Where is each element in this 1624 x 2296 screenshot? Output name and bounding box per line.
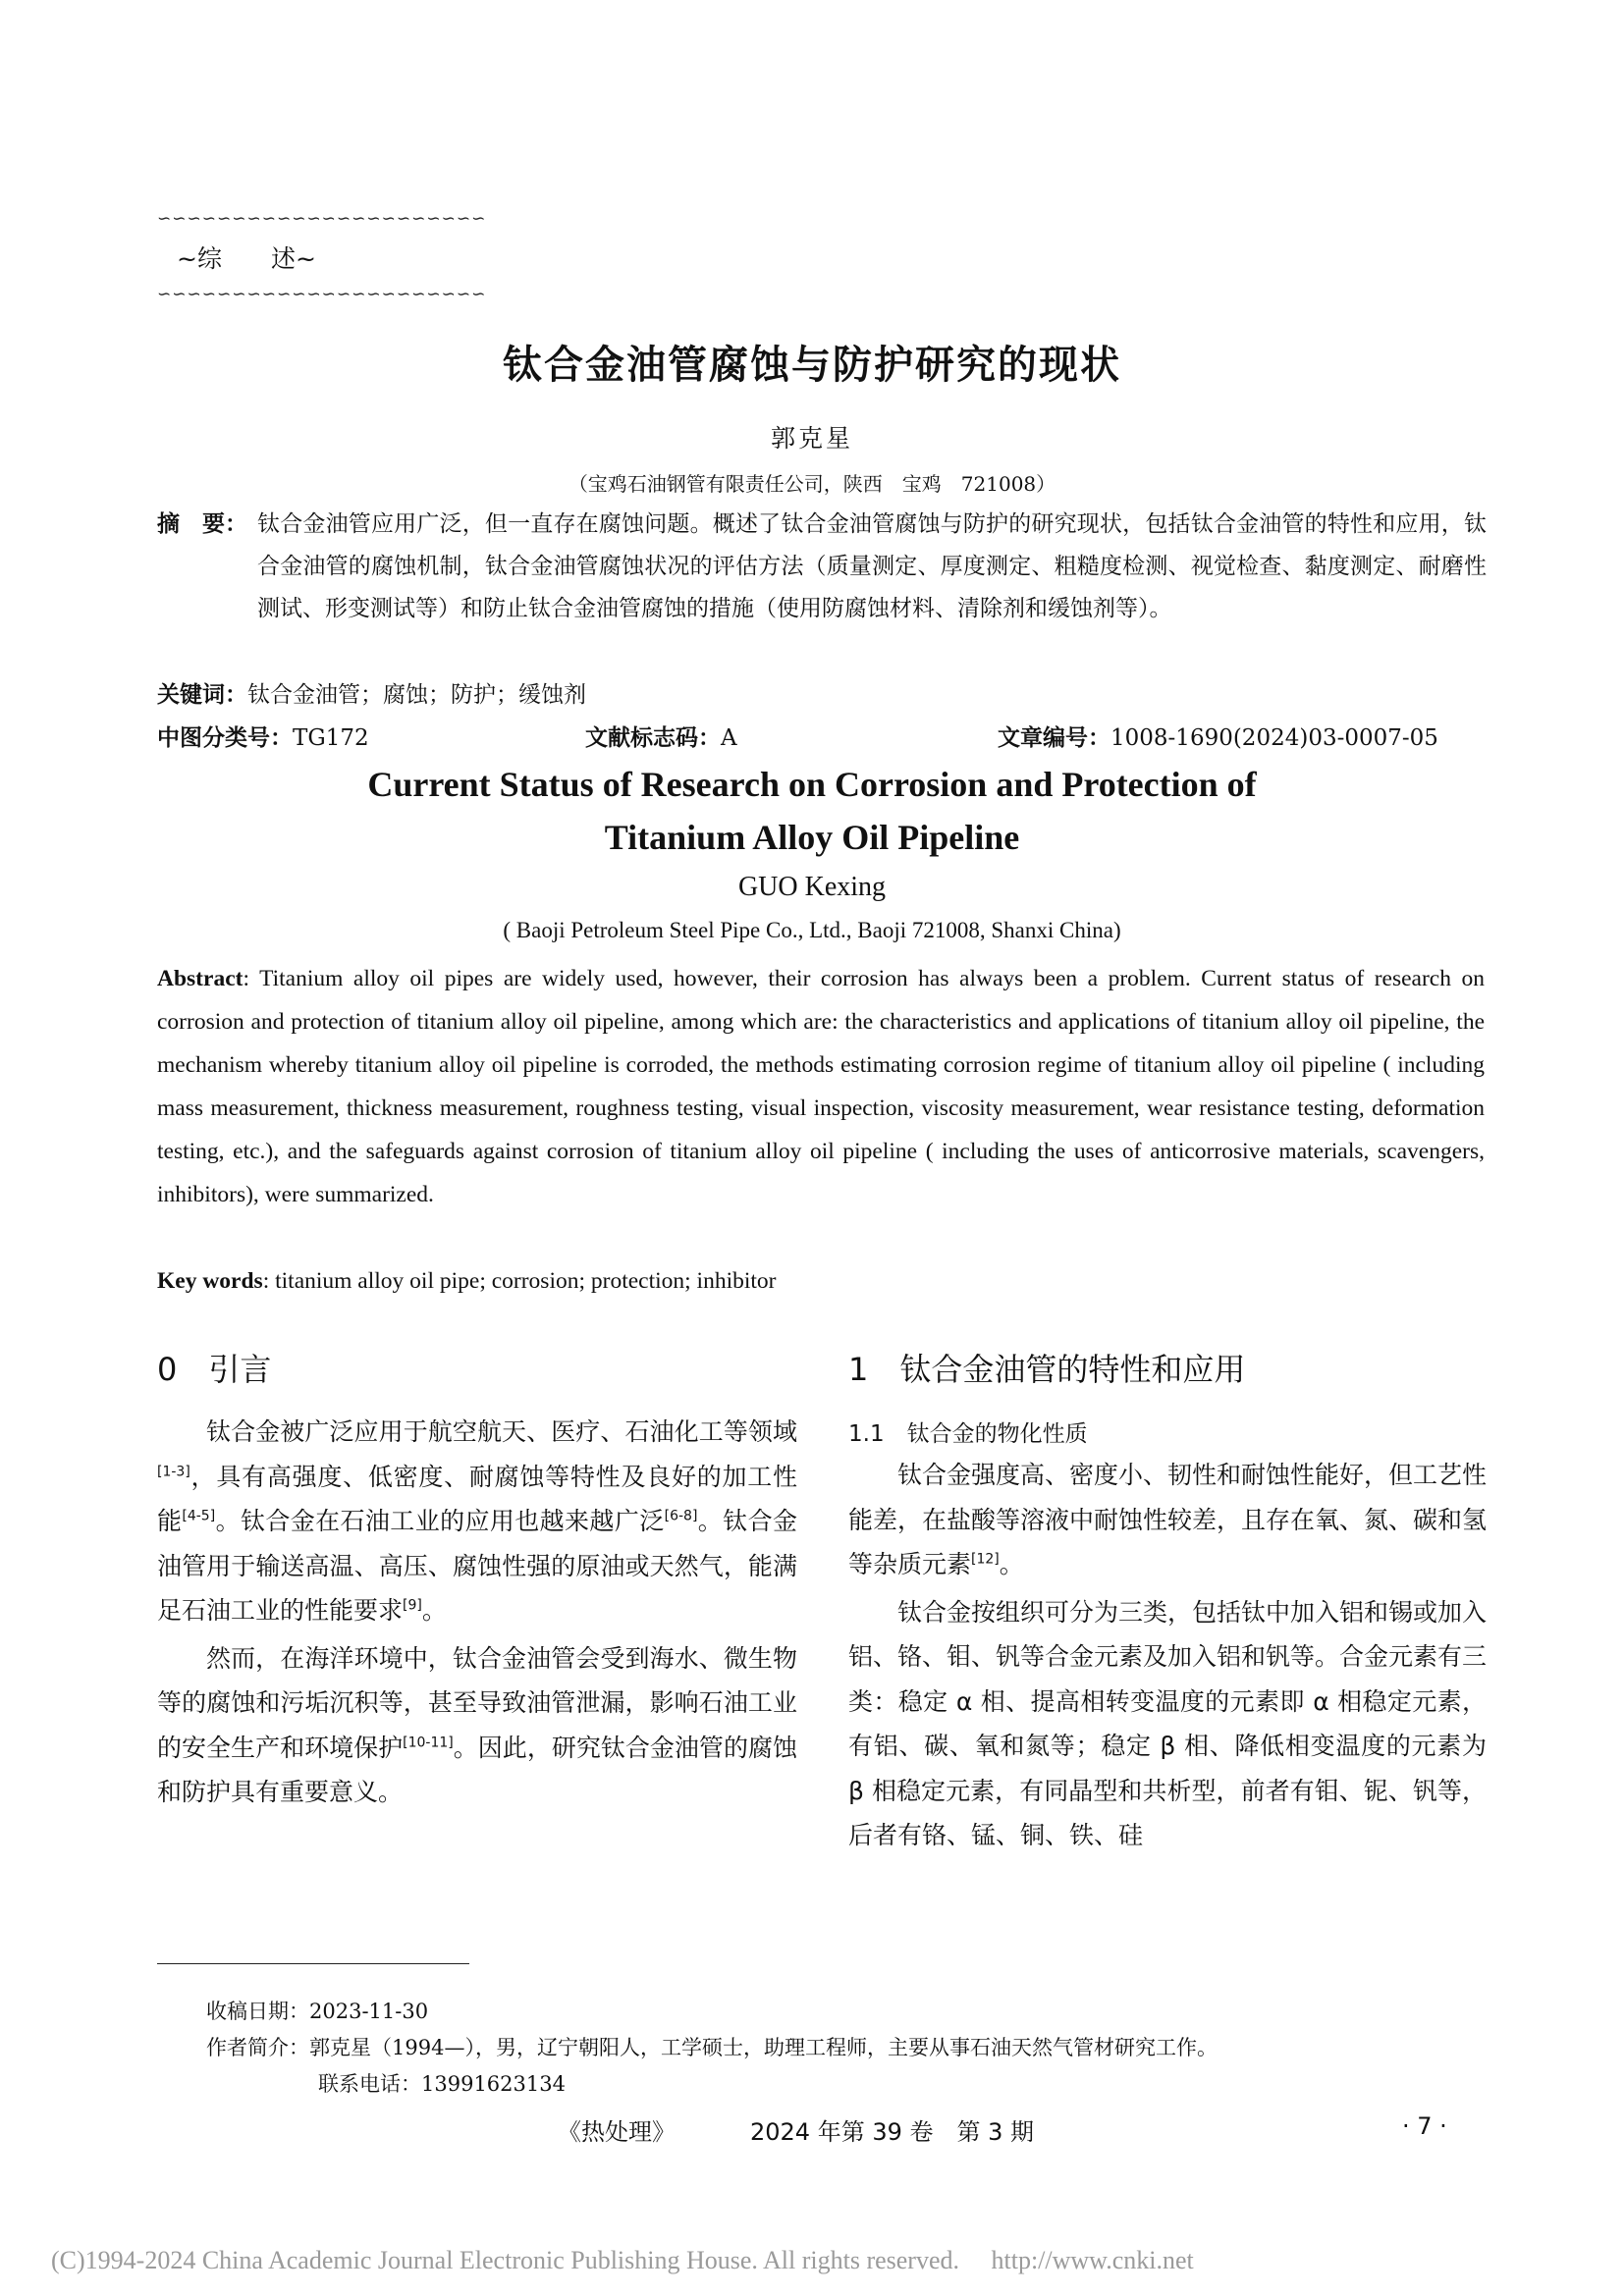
article-label: 文章编号：	[998, 725, 1110, 751]
article-value: 1008-1690(2024)03-0007-05	[1110, 725, 1438, 751]
clc-value: TG172	[293, 725, 369, 751]
document-code	[585, 718, 737, 760]
journal-name: 《热处理》	[558, 2118, 676, 2146]
section-0-paragraph-1: 钛合金被广泛应用于航空航天、医疗、石油化工等领域[1-3]，具有高强度、低密度、耐腐蚀等特性及良好的加工性能[4-5]。钛合金在石油工业的应用也越来越广泛[6-8]。钛合金油管用于输送高温、高压、腐蚀性强的原油或天然气，能满足石油工业的性能要求[9]。	[157, 1417, 797, 1625]
keywords-cn	[157, 674, 586, 717]
author-en: GUO Kexing	[737, 872, 887, 902]
doc-value: A	[721, 725, 737, 751]
title-en-line1: Current Status of Research on Corrosion and Protection of	[367, 765, 1257, 804]
section-1-paragraph-2: 钛合金按组织可分为三类，包括钛中加入铝和锡或加入铝、铬、钼、钒等合金元素及加入铝和钒等。合金元素有三类：稳定 α 相、提高相转变温度的元素即 α 相稳定元素，有铝、碳、氧和氮等；稳定 β 相、降低相变温度的元素为 β 相稳定元素，有同晶型和共析型，前者有钼、铌、钒等，后者有铬、锰、铜、铁、硅	[848, 1597, 1488, 1849]
keywords-en	[157, 1259, 1485, 1303]
clc-label: 中图分类号：	[157, 725, 293, 751]
keywords-cn-label: 关键词：	[157, 682, 247, 708]
abstract-en-label: Abstract	[157, 966, 244, 991]
footnote-author-bio: 作者简介：郭克星（1994—），男，辽宁朝阳人，工学硕士，助理工程师，主要从事石油天然气管材研究工作。	[206, 2036, 1218, 2059]
keywords-en-label: Key words	[157, 1268, 263, 1294]
footnote-received: 收稿日期：2023-11-30	[206, 2000, 429, 2023]
keywords-cn-text: 钛合金油管；腐蚀；防护；缓蚀剂	[247, 682, 586, 708]
section-0-heading: 0 引言	[157, 1351, 272, 1388]
issue-info: 2024 年第 39 卷 第 3 期	[750, 2118, 1035, 2146]
footnote-divider	[157, 1963, 469, 1964]
page-number: · 7 ·	[1402, 2112, 1447, 2140]
copyright-line: (C)1994-2024 China Academic Journal Electronic Publishing House. All rights reserved. http://www.cnki.net	[51, 2246, 1194, 2274]
footnote-phone: 联系电话：13991623134	[318, 2072, 566, 2096]
section-1-paragraph-1: 钛合金强度高、密度小、韧性和耐蚀性能好，但工艺性能差，在盐酸等溶液中耐蚀性较差，且存在氧、氮、碳和氢等杂质元素[12]。	[848, 1461, 1488, 1578]
affiliation-en: ( Baoji Petroleum Steel Pipe Co., Ltd., Baoji 721008, Shanxi China)	[503, 918, 1121, 942]
abstract-cn-text: 钛合金油管应用广泛，但一直存在腐蚀问题。概述了钛合金油管腐蚀与防护的研究现状，包括钛合金油管的特性和应用，钛合金油管的腐蚀机制，钛合金油管腐蚀状况的评估方法（质量测定、厚度测定、粗糙度检测、视觉检查、黏度测定、耐磨性测试、形变测试等）和防止钛合金油管腐蚀的措施（使用防腐蚀材料、清除剂和缓蚀剂等）。	[257, 511, 1487, 621]
section-1-body	[848, 1453, 1487, 1861]
keywords-en-text: : titanium alloy oil pipe; corrosion; protection; inhibitor	[262, 1268, 777, 1294]
affiliation-cn: （宝鸡石油钢管有限责任公司，陕西 宝鸡 721008）	[568, 472, 1056, 496]
title-en-line2: Titanium Alloy Oil Pipeline	[604, 818, 1020, 857]
column-tag: ~综 述~	[177, 244, 316, 273]
wave-rule-top: ∽∽∽∽∽∽∽∽∽∽∽∽∽∽∽∽∽∽∽∽∽∽	[157, 209, 487, 229]
wave-rule-bottom: ∽∽∽∽∽∽∽∽∽∽∽∽∽∽∽∽∽∽∽∽∽∽	[157, 285, 487, 304]
section-0-body	[157, 1410, 797, 1818]
abstract-en	[157, 957, 1485, 1216]
article-number	[998, 718, 1438, 760]
abstract-cn-label: 摘 要：	[157, 511, 247, 537]
abstract-en-text: : Titanium alloy oil pipes are widely used, however, their corrosion has always been a problem. Current status of research on corrosion and protection of titanium alloy oil pipeline, among which are: the characteristics and applications of titanium alloy oil pipeline, the mechanism whereby titanium alloy oil pipeline is corroded, the methods estimating corrosion regime of titanium alloy oil pipeline ( including mass measurement, thickness measurement, roughness testing, visual inspection, viscosity measurement, wear resistance testing, deformation testing, etc.), and the safeguards against corrosion of titanium alloy oil pipeline ( including the uses of anticorrosive materials, scavengers, inhibitors), were summarized.	[157, 966, 1485, 1207]
author-cn: 郭克星	[770, 424, 853, 453]
page-title: 钛合金油管腐蚀与防护研究的现状	[503, 342, 1121, 388]
doc-label: 文献标志码：	[585, 725, 721, 751]
section-1-heading: 1 钛合金油管的特性和应用	[848, 1351, 1246, 1388]
subsection-1-1-heading: 1.1 钛合金的物化性质	[848, 1421, 1088, 1447]
section-0-paragraph-2: 然而，在海洋环境中，钛合金油管会受到海水、微生物等的腐蚀和污垢沉积等，甚至导致油管泄漏，影响石油工业的安全生产和环境保护[10-11]。因此，研究钛合金油管的腐蚀和防护具有重要意义。	[157, 1643, 797, 1806]
clc-number	[157, 718, 369, 760]
